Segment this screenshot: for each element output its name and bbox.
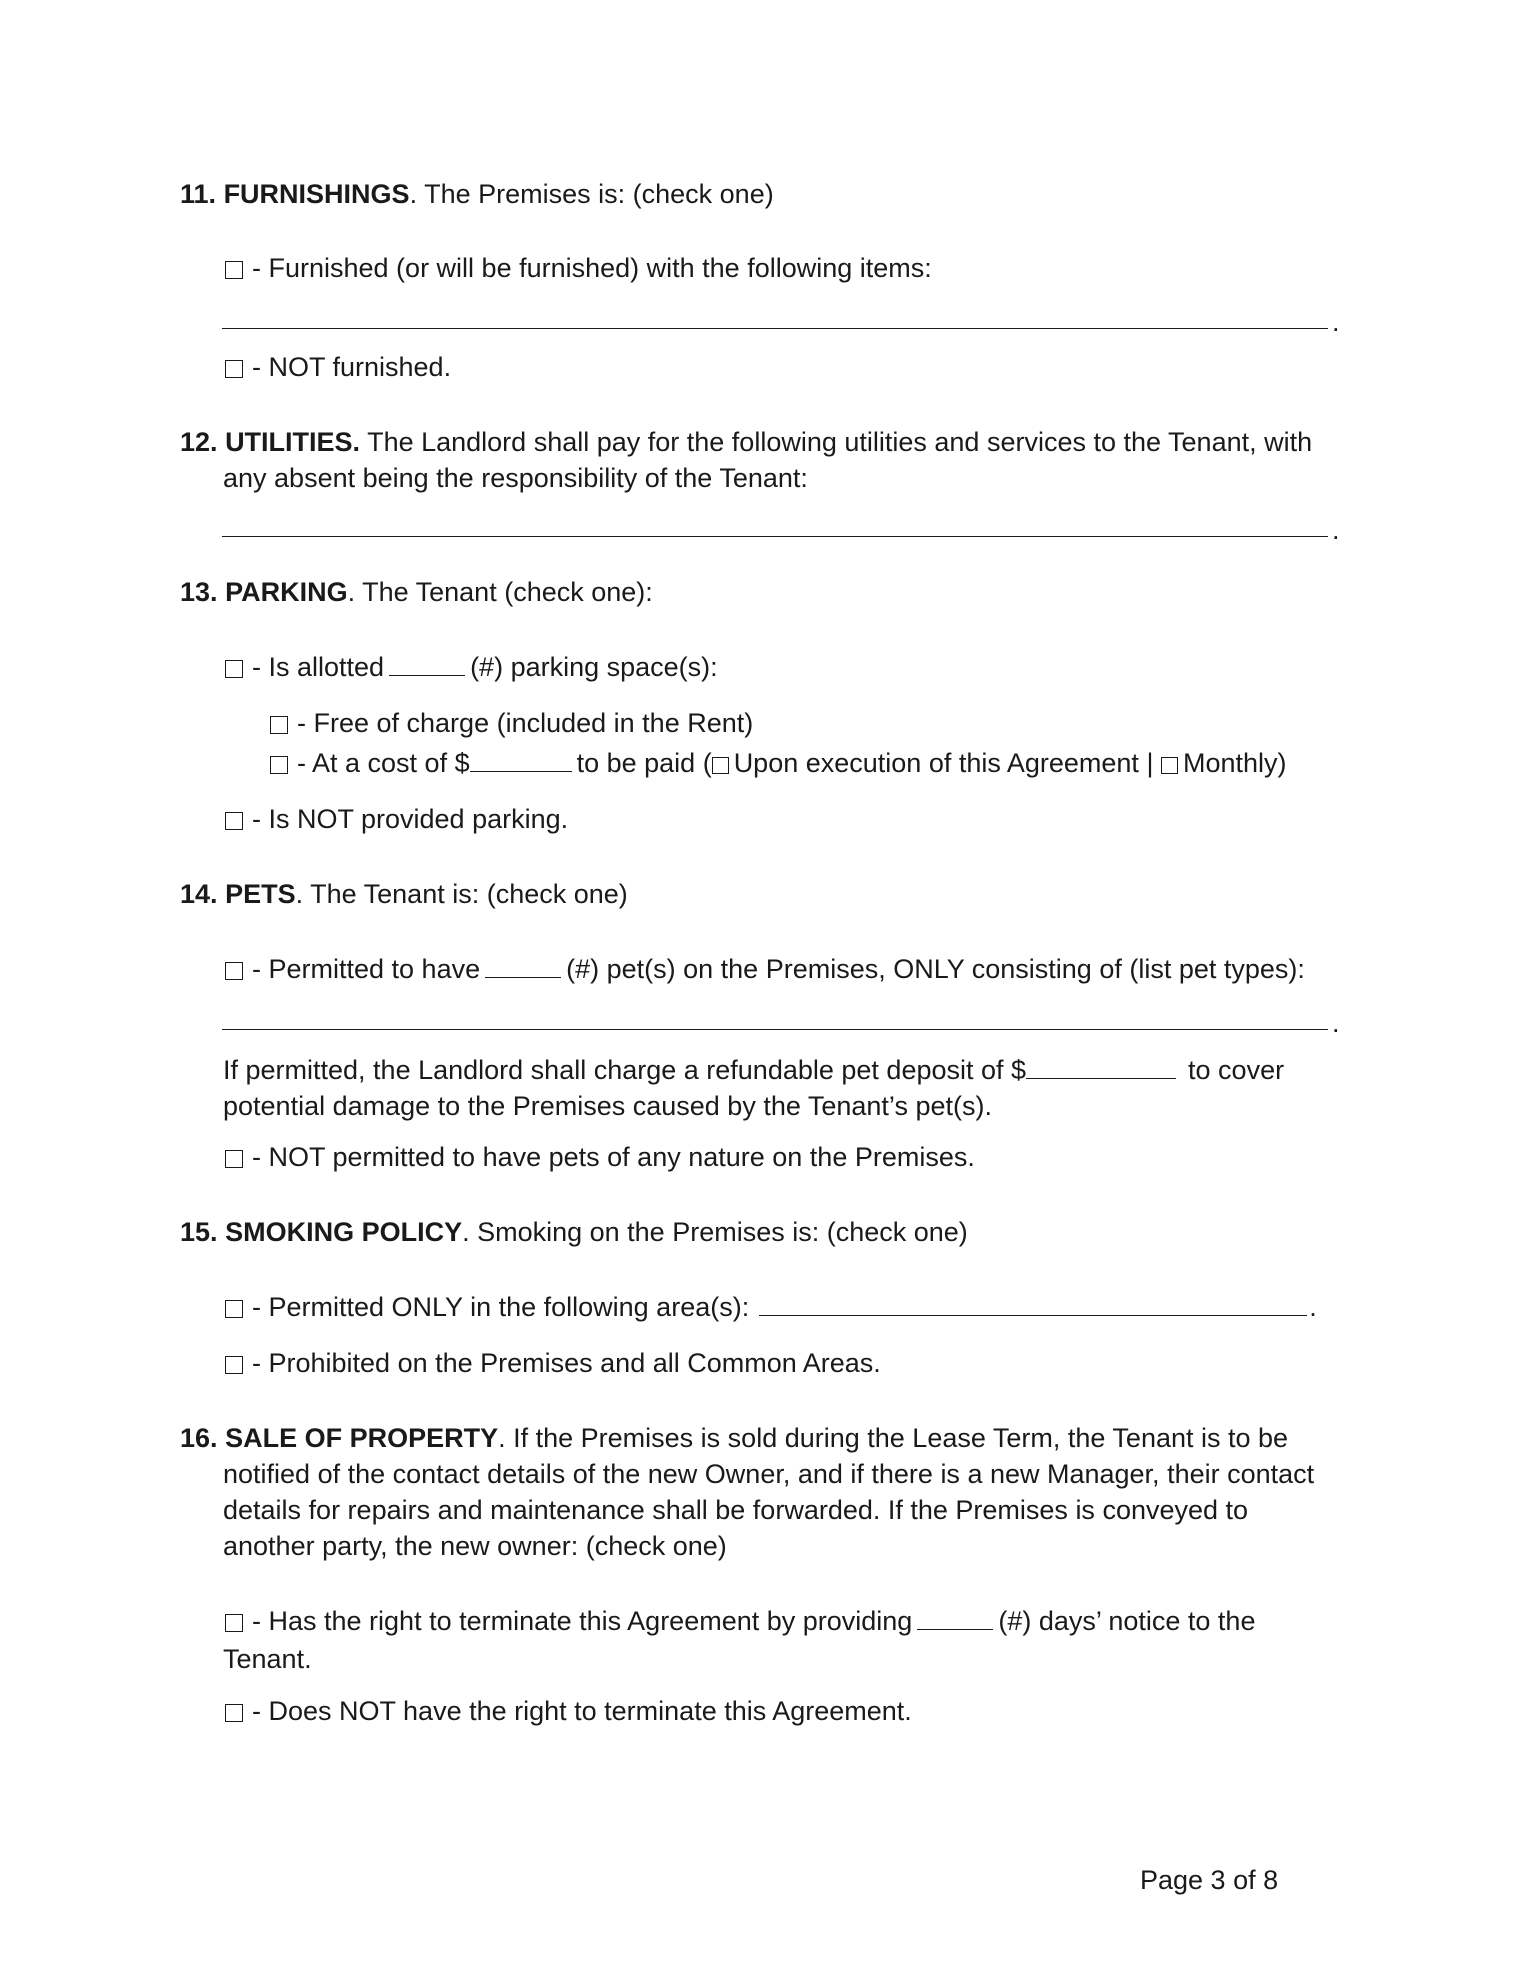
furnished-label: - Furnished (or will be furnished) with the following items: xyxy=(252,253,932,283)
line-end-dot: . xyxy=(1332,515,1340,545)
pet-deposit-text: If permitted, the Landlord shall charge a refundable pet deposit of $ xyxy=(223,1055,1027,1085)
parking-allotted-option xyxy=(225,649,718,685)
parking-count-blank[interactable] xyxy=(389,653,465,676)
parking-allotted-checkbox[interactable] xyxy=(225,660,243,678)
pet-deposit-text-2: to cover xyxy=(1188,1055,1285,1085)
smoking-permitted-option xyxy=(225,1289,1317,1325)
pets-not-permitted-checkbox[interactable] xyxy=(225,1150,243,1168)
parking-cost-checkbox[interactable] xyxy=(270,756,288,774)
furnished-option xyxy=(225,250,932,286)
line-end-dot: . xyxy=(1332,307,1340,337)
monthly-checkbox[interactable] xyxy=(1161,757,1178,774)
section-16-intro-line3: details for repairs and maintenance shall be forwarded. If the Premises is conveyed to xyxy=(223,1495,1249,1525)
sale-right-option xyxy=(225,1603,1255,1639)
section-intro: . The Tenant is: (check one) xyxy=(295,879,628,909)
parking-allotted-label: - Is allotted xyxy=(252,652,385,682)
section-number: 12. xyxy=(180,427,218,457)
pet-types-line[interactable] xyxy=(222,1029,1328,1030)
section-intro: The Landlord shall pay for the following utilities and services to the Tenant, with xyxy=(360,427,1313,457)
section-12-intro-line2: any absent being the responsibility of the Tenant: xyxy=(223,463,808,493)
notice-days-blank[interactable] xyxy=(917,1607,993,1630)
utilities-line[interactable] xyxy=(222,536,1328,537)
upon-execution-label: Upon execution of this Agreement | xyxy=(733,748,1154,778)
section-number: 11. xyxy=(180,179,217,209)
section-15-heading xyxy=(180,1214,968,1250)
monthly-label: Monthly) xyxy=(1182,748,1287,778)
parking-cost-label-2: to be paid ( xyxy=(576,748,712,778)
smoking-prohibited-option xyxy=(225,1345,881,1381)
pets-permitted-label: - Permitted to have xyxy=(252,954,481,984)
section-11-heading xyxy=(180,176,774,212)
parking-cost-option xyxy=(270,745,1287,781)
sale-right-line2: Tenant. xyxy=(223,1644,312,1674)
section-number: 15. xyxy=(180,1217,218,1247)
section-number: 14. xyxy=(180,879,218,909)
pets-not-permitted-option xyxy=(225,1139,975,1175)
section-intro: . Smoking on the Premises is: (check one) xyxy=(462,1217,968,1247)
parking-cost-blank[interactable] xyxy=(470,749,572,772)
smoking-prohibited-label: - Prohibited on the Premises and all Common Areas. xyxy=(252,1348,881,1378)
smoking-permitted-checkbox[interactable] xyxy=(225,1300,243,1318)
section-title: SALE OF PROPERTY xyxy=(225,1423,499,1453)
sale-no-right-label: - Does NOT have the right to terminate this Agreement. xyxy=(252,1696,912,1726)
parking-free-checkbox[interactable] xyxy=(270,716,288,734)
pet-count-blank[interactable] xyxy=(485,955,561,978)
section-number: 16. xyxy=(180,1423,218,1453)
section-title: SMOKING POLICY xyxy=(225,1217,463,1247)
section-14-heading xyxy=(180,876,628,912)
section-number: 13. xyxy=(180,577,218,607)
sale-right-label-2: (#) days’ notice to the xyxy=(998,1606,1256,1636)
section-16-intro-line4: another party, the new owner: (check one) xyxy=(223,1531,727,1561)
line-end-dot: . xyxy=(1332,1008,1340,1038)
parking-not-provided-option xyxy=(225,801,568,837)
section-16-intro-line2: notified of the contact details of the new Owner, and if there is a new Manager, their contact xyxy=(223,1459,1315,1489)
furnished-checkbox[interactable] xyxy=(225,261,243,279)
section-intro: . The Tenant (check one): xyxy=(347,577,653,607)
section-13-heading xyxy=(180,574,653,610)
section-16-heading xyxy=(180,1420,1288,1456)
pets-permitted-option xyxy=(225,951,1305,987)
pet-deposit-line1 xyxy=(223,1052,1284,1088)
section-title: UTILITIES. xyxy=(225,427,361,457)
smoking-permitted-label: - Permitted ONLY in the following area(s): xyxy=(252,1292,750,1322)
smoking-prohibited-checkbox[interactable] xyxy=(225,1356,243,1374)
not-furnished-label: - NOT furnished. xyxy=(252,352,452,382)
parking-allotted-label-2: (#) parking space(s): xyxy=(470,652,718,682)
sale-no-right-checkbox[interactable] xyxy=(225,1704,243,1722)
not-furnished-option xyxy=(225,349,451,385)
pet-deposit-blank[interactable] xyxy=(1026,1056,1176,1079)
section-title: FURNISHINGS xyxy=(223,179,410,209)
page-number: Page 3 of 8 xyxy=(1140,1865,1279,1895)
smoking-area-blank[interactable] xyxy=(759,1293,1307,1316)
parking-not-provided-label: - Is NOT provided parking. xyxy=(252,804,569,834)
pets-not-permitted-label: - NOT permitted to have pets of any nature on the Premises. xyxy=(252,1142,975,1172)
sale-right-checkbox[interactable] xyxy=(225,1614,243,1632)
sale-right-label: - Has the right to terminate this Agreement by providing xyxy=(252,1606,913,1636)
section-12-heading xyxy=(180,424,1312,460)
line-end-dot: . xyxy=(1309,1292,1317,1322)
section-intro: . If the Premises is sold during the Lease Term, the Tenant is to be xyxy=(498,1423,1289,1453)
section-intro: . The Premises is: (check one) xyxy=(409,179,774,209)
pets-permitted-checkbox[interactable] xyxy=(225,962,243,980)
pet-deposit-line2: potential damage to the Premises caused by the Tenant’s pet(s). xyxy=(223,1091,992,1121)
furnished-items-line[interactable] xyxy=(222,328,1328,329)
not-furnished-checkbox[interactable] xyxy=(225,360,243,378)
pets-permitted-label-2: (#) pet(s) on the Premises, ONLY consisting of (list pet types): xyxy=(566,954,1305,984)
parking-free-option xyxy=(270,705,753,741)
section-title: PETS xyxy=(225,879,296,909)
parking-free-label: - Free of charge (included in the Rent) xyxy=(297,708,754,738)
section-title: PARKING xyxy=(225,577,348,607)
parking-not-provided-checkbox[interactable] xyxy=(225,812,243,830)
upon-execution-checkbox[interactable] xyxy=(712,757,729,774)
parking-cost-label: - At a cost of $ xyxy=(297,748,470,778)
sale-no-right-option xyxy=(225,1693,912,1729)
